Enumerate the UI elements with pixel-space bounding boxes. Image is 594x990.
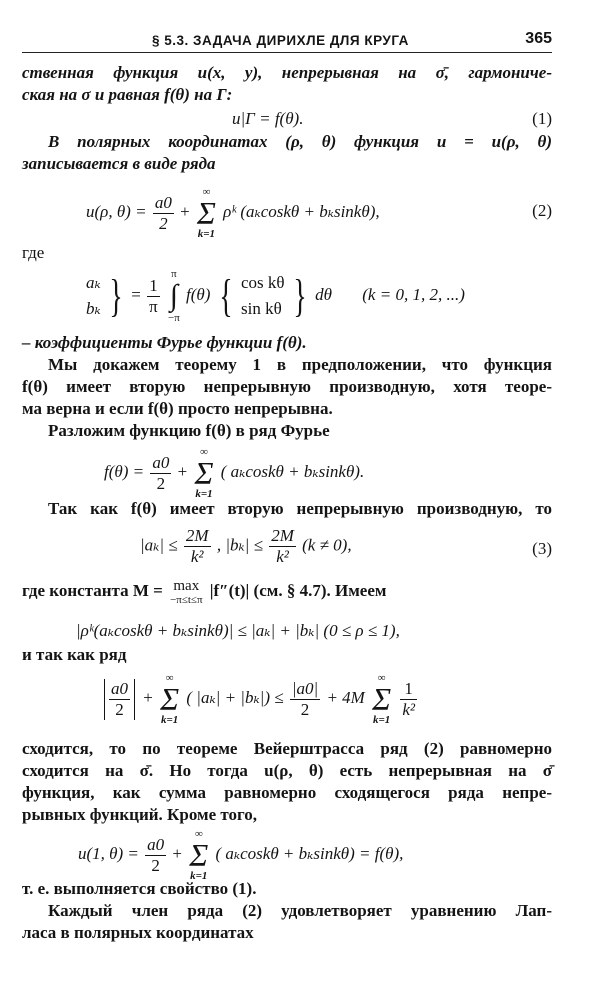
integral-symbol: π ∫ −π xyxy=(167,268,180,324)
fraction xyxy=(150,453,171,494)
eq2-rhs: ρᵏ (aₖcoskθ + bₖsinkθ), xyxy=(223,201,380,221)
numerator: 1 xyxy=(404,678,413,698)
text-line: функция, как сумма равномерно сходящегося ряда непре- xyxy=(22,783,552,802)
trig-stack xyxy=(241,270,285,322)
bound-a: |aₖ| ≤ xyxy=(140,535,178,555)
text-line: Мы докажем теорему 1 в предположении, что функция xyxy=(48,355,552,374)
fraction xyxy=(145,835,166,876)
text-line: Так как f(θ) имеет вторую непрерывную производную, то xyxy=(48,499,552,518)
numerator: a0 xyxy=(152,452,170,472)
text-line: рывных функций. Кроме того, xyxy=(22,805,258,824)
k-condition: (k ≠ 0), xyxy=(302,535,352,555)
fraction xyxy=(184,526,211,567)
denominator: 2 xyxy=(150,473,171,494)
header-rule xyxy=(22,52,552,53)
sum-symbol: ∞ Σ k=1 xyxy=(196,186,216,240)
sum-lower: k=1 xyxy=(160,714,179,726)
fourier-lhs: f(θ) = xyxy=(104,461,145,481)
numerator: 2M xyxy=(271,526,294,545)
text-line: f(θ) имеет вторую непрерывную производную, хотя теоре- xyxy=(22,377,552,396)
sum-symbol: ∞ Σ k=1 xyxy=(160,672,180,726)
boundary-lhs: u(1, θ) = xyxy=(78,843,139,863)
sum-upper: ∞ xyxy=(377,672,386,684)
numerator: 2M xyxy=(185,526,209,545)
text-line: Каждый член ряда (2) удовлетворяет уравнению Лап- xyxy=(48,901,552,920)
text-line: сходится, то по теореме Вейерштрасса ряд (2) равномерно xyxy=(22,739,552,758)
integrand: f(θ) xyxy=(186,284,211,304)
sum-symbol: ∞ Σ k=1 xyxy=(372,672,392,726)
sum-lower: k=1 xyxy=(190,870,208,882)
fraction xyxy=(269,526,296,567)
numerator: |a0| xyxy=(291,678,319,698)
coef-b: bₖ xyxy=(86,299,101,318)
equation-number: (2) xyxy=(532,201,552,220)
sum-upper: ∞ xyxy=(202,186,211,198)
text-line: ственная функция u(x, y), непрерывная на σ̄, гармониче- xyxy=(22,63,552,82)
sin-term: sin kθ xyxy=(241,299,282,318)
sum-symbol: ∞ Σ k=1 xyxy=(189,828,209,882)
coef-a: aₖ xyxy=(86,273,101,292)
numerator: a0 xyxy=(111,678,128,698)
fraction xyxy=(147,276,160,317)
denominator: 2 xyxy=(290,699,320,720)
denominator: k² xyxy=(402,699,415,719)
equation-1-body: u|Γ = f(θ). xyxy=(232,109,304,128)
max-label: max xyxy=(173,578,200,594)
sum-upper: ∞ xyxy=(165,672,174,684)
fourier-coefficients-equation: aₖ bₖ } = $\frac{1}{\pi}$ π ∫ −π f(θ) { cos kθ sin kθ } dθ (k = 0, 1, 2, ...) xyxy=(86,268,465,324)
denominator: 2 xyxy=(109,699,130,720)
fourier-rhs: ( aₖcoskθ + bₖsinkθ). xyxy=(220,461,365,481)
text-line: Разложим функцию f(θ) в ряд Фурье xyxy=(48,421,330,440)
majorant-4M: + 4M xyxy=(326,687,365,707)
text-line: В полярных координатах (ρ, θ) функция u = u(ρ, θ) xyxy=(48,132,552,151)
text-line: ская на σ и равная f(θ) на Γ: xyxy=(22,85,233,104)
numerator: a0 xyxy=(154,192,172,212)
sum-lower: k=1 xyxy=(195,488,213,500)
coef-stack xyxy=(86,270,101,322)
inequality: |ρᵏ(aₖcoskθ + bₖsinkθ)| ≤ |aₖ| + |bₖ| (0 ≤ ρ ≤ 1), xyxy=(76,621,400,640)
boundary-check-equation: u(1, θ) = $\frac{a0}{2}$ + ∞ Σ k=1 ( aₖcoskθ + bₖsinkθ) = f(θ), xyxy=(78,828,404,882)
abs-fraction xyxy=(104,679,135,720)
majorant-middle: ( |aₖ| + |bₖ|) ≤ xyxy=(186,687,284,707)
text-line: ласа в полярных координатах xyxy=(22,923,254,942)
text-line: т. е. выполняется свойство (1). xyxy=(22,879,257,898)
majorant-series-equation: $\frac{a0}{2}$ + ∞ Σ k=1 ( |aₖ| + |bₖ|) ≤ $\frac{|a0|}{2}$ + 4M ∞ Σ k=1 $\frac{1}{\text{k²}}$ xyxy=(22,670,552,732)
denominator: k² xyxy=(184,546,211,567)
differential: dθ xyxy=(315,284,333,304)
equation-3 xyxy=(22,526,552,572)
denominator: 2 xyxy=(153,213,174,234)
sum-upper: ∞ xyxy=(194,828,203,840)
text-line: – коэффициенты Фурье функции f(θ). xyxy=(22,333,307,352)
equation-2 xyxy=(22,186,552,242)
max-operator xyxy=(170,578,202,606)
text-line: и так как ряд xyxy=(22,645,127,664)
text-line: ма верна и если f(θ) просто непрерывна. xyxy=(22,399,333,418)
fourier-series-equation: f(θ) = $\frac{a0}{2}$ + ∞ Σ k=1 ( aₖcoskθ + bₖsinkθ). xyxy=(104,446,365,500)
page-number: 365 xyxy=(525,30,552,47)
eq2-lhs: u(ρ, θ) = xyxy=(86,201,147,221)
constant-text: где константа M = xyxy=(22,580,163,600)
integral-lower: −π xyxy=(167,312,180,324)
text-line: сходится на σ̄. Но тогда u(ρ, θ) есть непрерывная на σ̄ xyxy=(22,761,552,780)
cos-term: cos kθ xyxy=(241,273,285,292)
max-range: −π≤t≤π xyxy=(170,594,203,606)
sum-symbol: ∞ Σ k=1 xyxy=(194,446,214,500)
constant-text-tail: |f″(t)| (см. § 4.7). Имеем xyxy=(209,580,387,600)
fraction xyxy=(153,193,174,234)
bound-b: , |bₖ| ≤ xyxy=(216,535,263,555)
plus-sign: + xyxy=(180,201,190,221)
sum-upper: ∞ xyxy=(200,446,208,458)
equation-number: (1) xyxy=(532,109,552,128)
sum-lower: k=1 xyxy=(372,714,391,726)
denominator: 2 xyxy=(145,855,166,876)
page-header xyxy=(22,28,552,52)
text-line: где xyxy=(22,243,45,262)
constant-definition-line xyxy=(22,578,552,612)
equation-number: (3) xyxy=(532,539,552,558)
index-range: (k = 0, 1, 2, ...) xyxy=(362,284,465,304)
text-line: записывается в виде ряда xyxy=(22,154,216,173)
fraction xyxy=(290,679,320,720)
denominator: π xyxy=(149,296,158,316)
running-head: § 5.3. ЗАДАЧА ДИРИХЛЕ ДЛЯ КРУГА xyxy=(152,33,409,48)
numerator: a0 xyxy=(147,834,165,854)
denominator: k² xyxy=(269,546,296,567)
boundary-rhs: ( aₖcoskθ + bₖsinkθ) = f(θ), xyxy=(215,843,404,863)
integral-upper: π xyxy=(171,268,177,280)
book-page xyxy=(22,0,552,990)
sum-lower: k=1 xyxy=(197,228,216,240)
numerator: 1 xyxy=(149,275,158,295)
fraction xyxy=(400,679,417,720)
